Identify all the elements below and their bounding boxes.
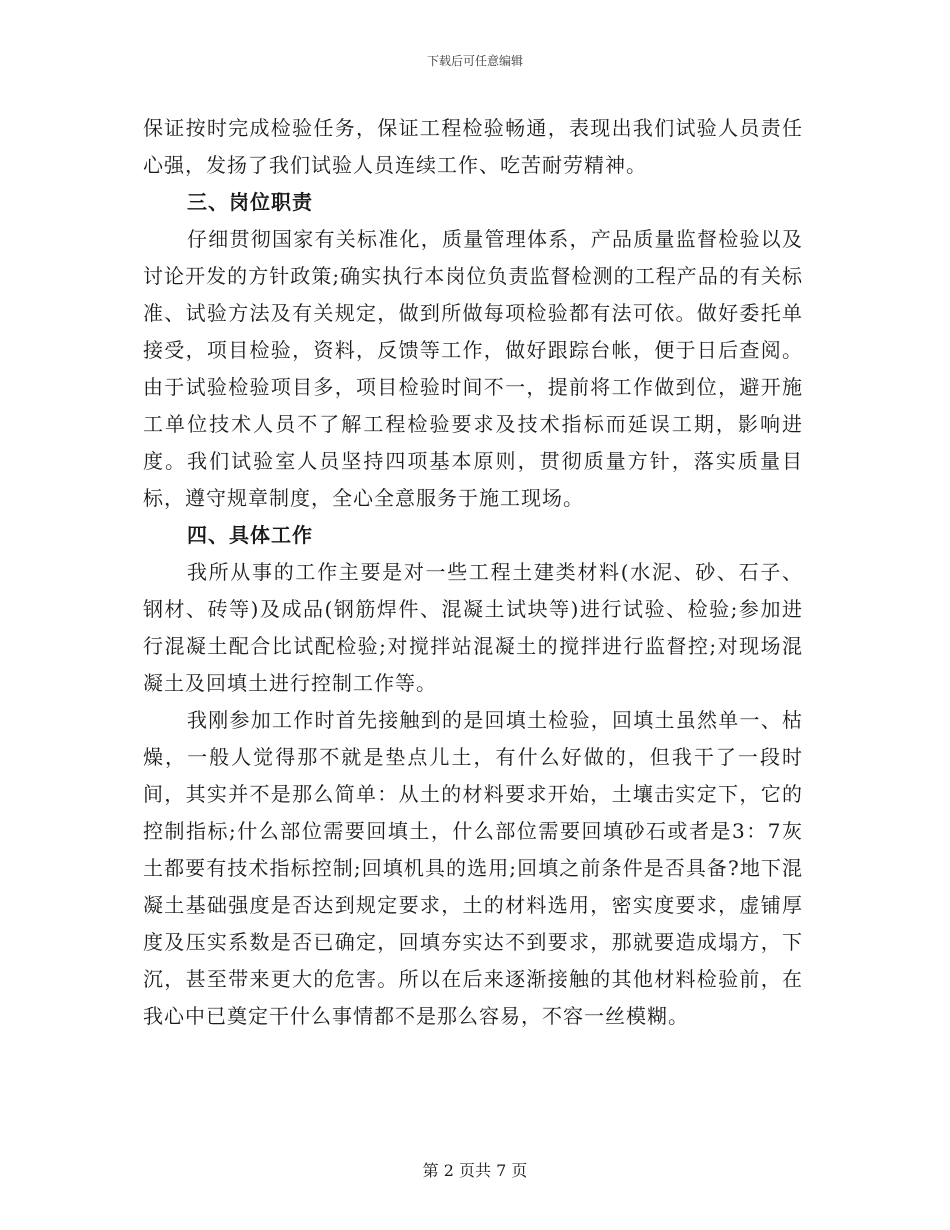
paragraph-backfill-inspection: 我刚参加工作时首先接触到的是回填土检验，回填土虽然单一、枯燥，一般人觉得那不就是垫点儿土，有什么好做的，但我干了一段时间，其实并不是那么简单：从土的材料要求开始，土壤击实定下，它的控制指标;什么部位需要回填土，什么部位需要回填砂石或者是3：7灰土都要有技术指标控制;回填机具的选用;回填之前条件是否具备?地下混凝土基础强度是否达到规定要求，土的材料选用，密实度要求，虚铺厚度及压实系数是否已确定，回填夯实达不到要求，那就要造成塌方，下沉，甚至带来更大的危害。所以在后来逐渐接触的其他材料检验前，在我心中已奠定干什么事情都不是那么容易，不容一丝模糊。: [143, 708, 803, 1028]
page-number: 第 2 页共 7 页: [422, 1161, 528, 1180]
section-heading-specific-work: 四、具体工作: [187, 523, 313, 547]
paragraph-continuation: 保证按时完成检验任务，保证工程检验畅通，表现出我们试验人员责任心强，发扬了我们试验人员连续工作、吃苦耐劳精神。: [143, 116, 803, 177]
document-body: [143, 110, 803, 1035]
paragraph-work-scope: 我所从事的工作主要是对一些工程土建类材料(水泥、砂、石子、钢材、砖等)及成品(钢筋焊件、混凝土试块等)进行试验、检验;参加进行混凝土配合比试配检验;对搅拌站混凝土的搅拌进行监督控;对现场混凝土及回填土进行控制工作等。: [143, 560, 803, 695]
paragraph-responsibilities: 仔细贯彻国家有关标准化，质量管理体系，产品质量监督检验以及讨论开发的方针政策;确实执行本岗位负责监督检测的工程产品的有关标准、试验方法及有关规定，做到所做每项检验都有法可依。做好委托单接受，项目检验，资料，反馈等工作，做好跟踪台帐，便于日后查阅。由于试验检验项目多，项目检验时间不一，提前将工作做到位，避开施工单位技术人员不了解工程检验要求及技术指标而延误工期，影响进度。我们试验室人员坚持四项基本原则，贯彻质量方针，落实质量目标，遵守规章制度，全心全意服务于施工现场。: [143, 227, 803, 510]
section-heading-responsibilities: 三、岗位职责: [187, 190, 313, 214]
page-header: 下载后可任意编辑: [426, 54, 523, 68]
